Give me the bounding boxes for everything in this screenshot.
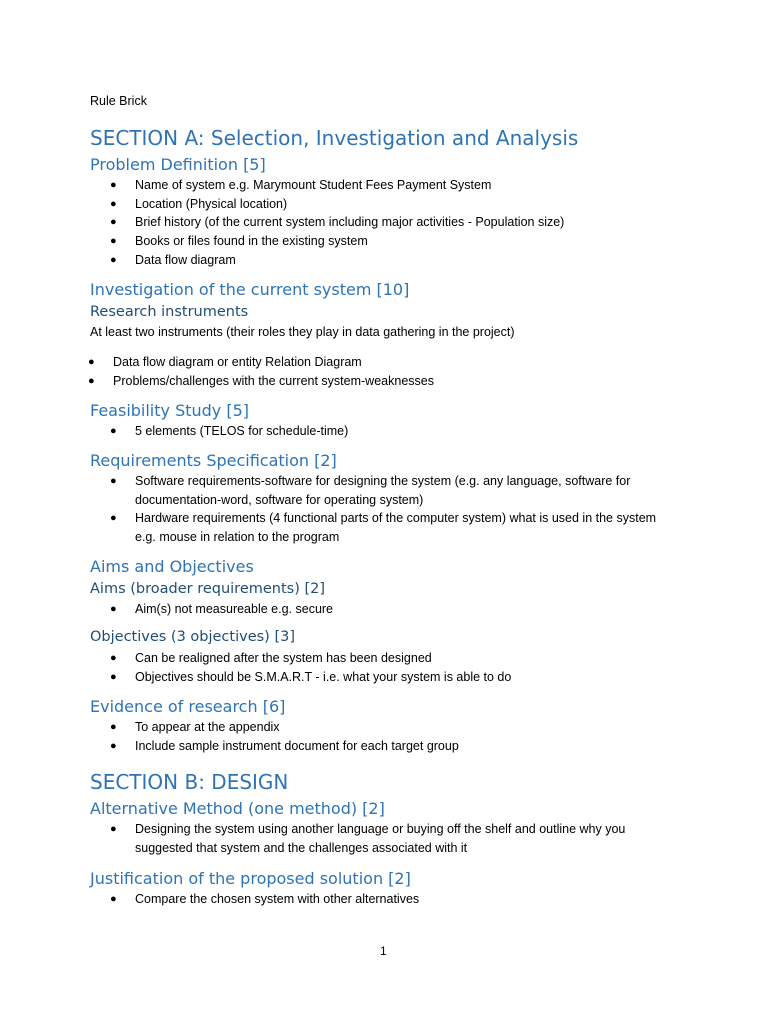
justification-heading: Justification of the proposed solution [2] bbox=[90, 869, 411, 888]
alternative-method-heading: Alternative Method (one method) [2] bbox=[90, 799, 385, 818]
list-item: ● Designing the system using another language or buying off the shelf and outline why you suggested that system and the challenges associated with it bbox=[110, 822, 626, 855]
investigation-heading: Investigation of the current system [10] bbox=[90, 280, 410, 299]
list-item: ● Aim(s) not measureable e.g. secure bbox=[110, 602, 334, 616]
list-item: ● Software requirements-software for designing the system (e.g. any language, software for documentation-word, software for operating system) bbox=[110, 474, 631, 507]
list-item: ● Location (Physical location) bbox=[110, 196, 288, 211]
evidence-heading: Evidence of research [6] bbox=[90, 697, 286, 716]
problem-definition-list bbox=[110, 176, 564, 270]
list-item: ● Hardware requirements (4 functional parts of the computer system) what is used in the system e.g. mouse in relation to the program bbox=[110, 511, 657, 545]
list-item: ● Problems/challenges with the current system-weaknesses bbox=[88, 373, 434, 388]
requirements-list bbox=[110, 472, 656, 547]
list-item: ● Brief history (of the current system including major activities - Population size) bbox=[110, 215, 565, 230]
list-item: ● Include sample instrument document for each target group bbox=[110, 738, 459, 753]
list-item: ● To appear at the appendix bbox=[110, 720, 280, 734]
investigation-list bbox=[88, 353, 434, 390]
feasibility-list bbox=[110, 422, 348, 441]
research-instruments-heading: Research instruments bbox=[90, 304, 249, 320]
list-item: ● Data flow diagram or entity Relation Diagram bbox=[88, 355, 362, 369]
requirements-heading: Requirements Specification [2] bbox=[90, 451, 337, 470]
evidence-list bbox=[110, 718, 459, 755]
list-item: ● Objectives should be S.M.A.R.T - i.e. what your system is able to do bbox=[110, 669, 512, 684]
list-item: ● Data flow diagram bbox=[110, 252, 236, 267]
section-a-title: SECTION A: Selection, Investigation and Analysis bbox=[90, 126, 579, 150]
page-number: 1 bbox=[380, 944, 387, 958]
problem-definition-heading: Problem Definition [5] bbox=[90, 155, 266, 174]
aims-heading: Aims (broader requirements) [2] bbox=[90, 581, 326, 597]
objectives-heading: Objectives (3 objectives) [3] bbox=[90, 629, 295, 645]
list-item: ● Can be realigned after the system has been designed bbox=[110, 651, 432, 665]
justification-list bbox=[110, 890, 419, 909]
header-text: Rule Brick bbox=[90, 94, 147, 108]
aims-list bbox=[110, 600, 333, 619]
research-instruments-intro: At least two instruments (their roles they play in data gathering in the project) bbox=[90, 325, 515, 339]
section-b-title: SECTION B: DESIGN bbox=[90, 770, 289, 794]
list-item: ● 5 elements (TELOS for schedule-time) bbox=[110, 424, 349, 438]
list-item: ● Books or files found in the existing system bbox=[110, 234, 368, 249]
alternative-list bbox=[110, 820, 625, 857]
list-item: ● Name of system e.g. Marymount Student Fees Payment System bbox=[110, 178, 492, 192]
aims-objectives-heading: Aims and Objectives bbox=[90, 557, 254, 576]
feasibility-heading: Feasibility Study [5] bbox=[90, 401, 250, 420]
list-item: ● Compare the chosen system with other alternatives bbox=[110, 892, 420, 906]
objectives-list bbox=[110, 649, 511, 686]
